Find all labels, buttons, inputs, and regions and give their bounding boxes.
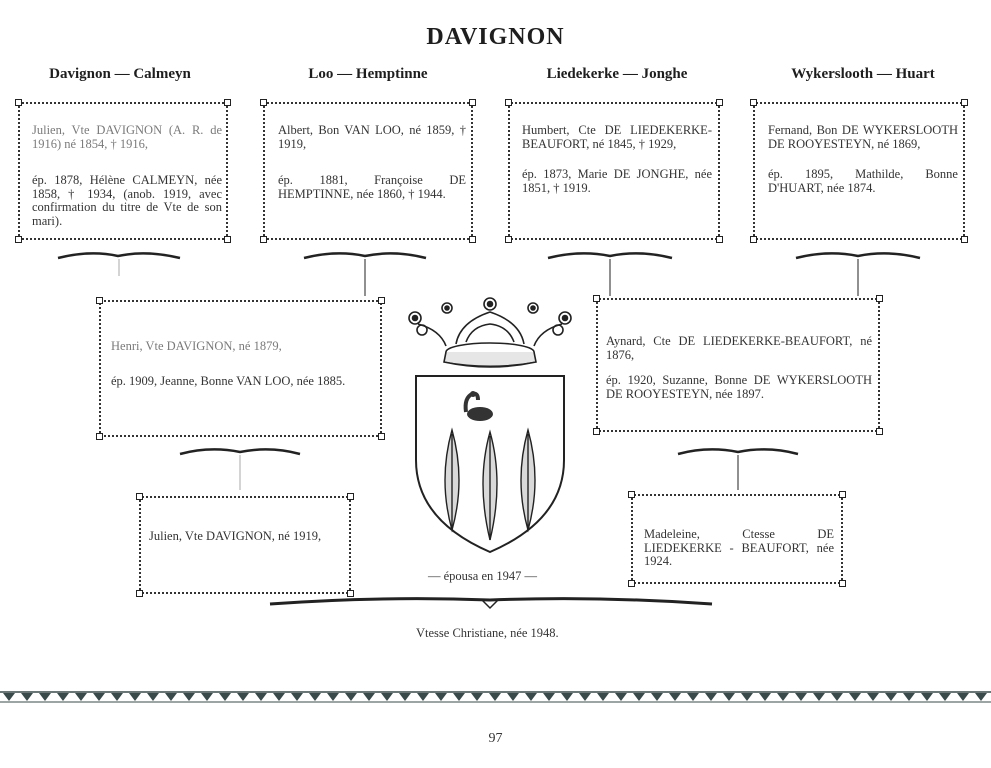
box-line-birth: Fernand, Bon DE WYKERSLOOTH DE ROOYESTEYN, né 1869, bbox=[768, 123, 958, 151]
corner-ornament bbox=[628, 491, 635, 498]
final-marriage-brace bbox=[0, 592, 991, 622]
box-julien-senior bbox=[18, 102, 228, 240]
box-line-marriage: ép. 1895, Mathilde, Bonne D'HUART, née 1874. bbox=[768, 167, 958, 195]
box-line-birth: Humbert, Cte DE LIEDEKERKE-BEAUFORT, né 1845, † 1929, bbox=[522, 123, 712, 151]
child-caption: Vtesse Christiane, née 1948. bbox=[416, 626, 559, 640]
crown-icon bbox=[409, 298, 571, 367]
corner-ornament bbox=[224, 236, 231, 243]
box-line-birth: Madeleine, Ctesse DE LIEDEKERKE - BEAUFORT, née 1924. bbox=[644, 527, 834, 568]
marriage-brace bbox=[548, 253, 672, 258]
box-line-birth: Julien, Vte DAVIGNON, né 1919, bbox=[149, 529, 322, 543]
box-henri bbox=[99, 300, 382, 437]
marriage-brace bbox=[678, 449, 798, 454]
box-line-marriage: ép. 1873, Marie DE JONGHE, née 1851, † 1919. bbox=[522, 167, 712, 195]
coat-of-arms bbox=[400, 290, 580, 560]
corner-ornament bbox=[750, 99, 757, 106]
corner-ornament bbox=[750, 236, 757, 243]
box-line-marriage: ép. 1909, Jeanne, Bonne VAN LOO, née 1885. bbox=[111, 373, 346, 388]
box-aynard bbox=[596, 298, 880, 432]
box-line-birth: Julien, Vte DAVIGNON (A. R. de 1916) né 1854, † 1916, bbox=[32, 123, 222, 151]
box-albert bbox=[263, 102, 473, 240]
corner-ornament bbox=[716, 99, 723, 106]
corner-ornament bbox=[224, 99, 231, 106]
family-heading-liedekerke-jonghe: Liedekerke — Jonghe bbox=[546, 66, 688, 82]
corner-ornament bbox=[378, 297, 385, 304]
box-line-marriage: ép. 1881, Françoise DE HEMPTINNE, née 1860, † 1944. bbox=[278, 173, 466, 201]
marriage-brace bbox=[796, 253, 920, 258]
box-line-birth: Henri, Vte DAVIGNON, né 1879, bbox=[111, 339, 282, 353]
corner-ornament bbox=[260, 99, 267, 106]
corner-ornament bbox=[961, 236, 968, 243]
corner-ornament bbox=[260, 236, 267, 243]
corner-ornament bbox=[593, 295, 600, 302]
marriage-brace bbox=[180, 449, 300, 454]
decorative-border bbox=[0, 690, 991, 704]
box-humbert bbox=[508, 102, 720, 240]
page-title: DAVIGNON bbox=[426, 24, 565, 50]
marriage-brace bbox=[304, 253, 426, 258]
box-madeleine bbox=[631, 494, 843, 584]
corner-ornament bbox=[15, 99, 22, 106]
generation-connectors-middle bbox=[0, 444, 991, 494]
corner-ornament bbox=[505, 236, 512, 243]
corner-ornament bbox=[347, 493, 354, 500]
corner-ornament bbox=[96, 297, 103, 304]
corner-ornament bbox=[628, 580, 635, 587]
family-heading-davignon-calmeyn: Davignon — Calmeyn bbox=[49, 66, 191, 82]
corner-ornament bbox=[469, 236, 476, 243]
family-heading-wykerslooth-huart: Wykerslooth — Huart bbox=[791, 66, 935, 82]
box-line-birth: Aynard, Cte DE LIEDEKERKE-BEAUFORT, né 1876, bbox=[606, 334, 872, 362]
corner-ornament bbox=[378, 433, 385, 440]
corner-ornament bbox=[961, 99, 968, 106]
corner-ornament bbox=[839, 491, 846, 498]
box-line-marriage: ép. 1920, Suzanne, Bonne DE WYKERSLOOTH DE ROOYESTEYN, née 1897. bbox=[606, 373, 872, 401]
corner-ornament bbox=[505, 99, 512, 106]
corner-ornament bbox=[15, 236, 22, 243]
marriage-brace bbox=[58, 253, 180, 258]
box-fernand bbox=[753, 102, 965, 240]
box-line-birth: Albert, Bon VAN LOO, né 1859, † 1919, bbox=[278, 123, 466, 151]
corner-ornament bbox=[136, 493, 143, 500]
page-number: 97 bbox=[488, 731, 503, 746]
corner-ornament bbox=[716, 236, 723, 243]
marriage-caption: — épousa en 1947 — bbox=[428, 569, 538, 583]
corner-ornament bbox=[96, 433, 103, 440]
box-line-marriage: ép. 1878, Hélène CALMEYN, née 1858, † 1934, (anob. 1919, avec confirmation du titre de Vte de son mari). bbox=[32, 173, 222, 228]
corner-ornament bbox=[876, 295, 883, 302]
box-julien-junior bbox=[139, 496, 351, 594]
marriage-brace bbox=[270, 599, 712, 604]
corner-ornament bbox=[469, 99, 476, 106]
corner-ornament bbox=[593, 428, 600, 435]
family-heading-loo-hemptinne: Loo — Hemptinne bbox=[308, 66, 428, 82]
corner-ornament bbox=[876, 428, 883, 435]
corner-ornament bbox=[839, 580, 846, 587]
